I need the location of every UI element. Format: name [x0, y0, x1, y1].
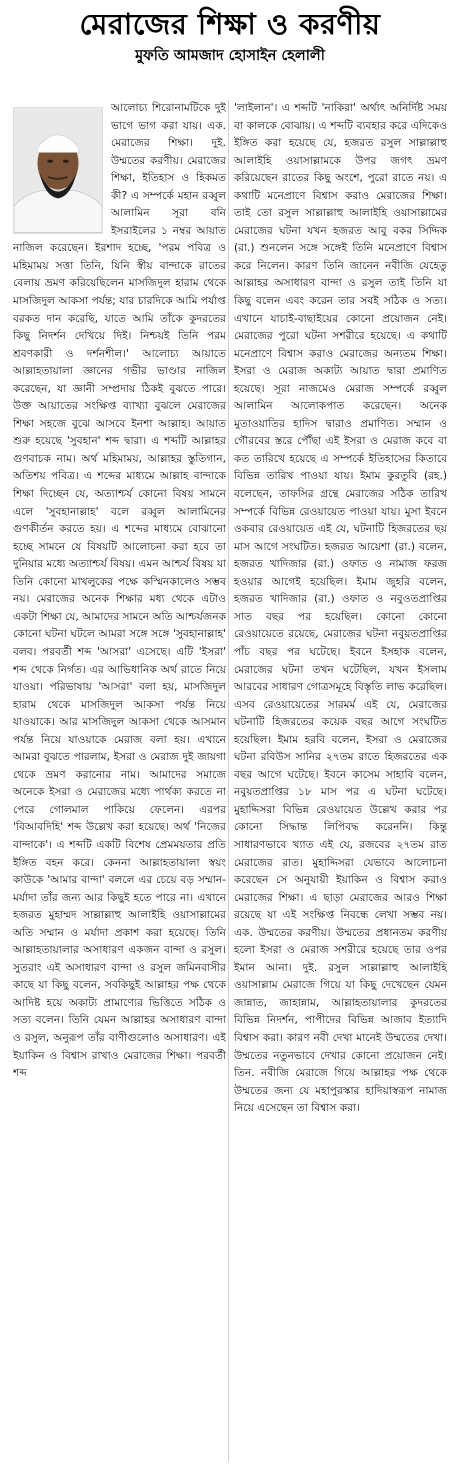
article-body: [13, 100, 447, 1462]
left-column-text: আলোচ্য শিরোনামটিকে দুই ভাগে ভাগ করা যায়। এক. মেরাজের শিক্ষা। দুই. উম্মতের করণীয়। মেরাজের শিক্ষা, ইতিহাস ও হিকমত কী? এ সম্পর্কে মহান রব্বুল আলামিন সূরা বনি ইসরাইলের ১ নম্বর আয়াত নাজিল করেছেন। ইরশাদ হচ্ছে, 'পরম পবিত্র ও মহিমাময় সত্তা তিনি, যিনি স্বীয় বান্দাকে রাতের বেলায় ভ্রমণ করিয়েছিলেন মাসজিদুল হারাম থেকে মাসজিদুল আকসা পর্যন্ত; যার চারদিকে আমি পর্যাপ্ত বরকত দান করেছি, যাতে আমি তাঁকে কুদরতের কিছু নিদর্শন দেখিয়ে দিই। নিশ্চয়ই তিনি পরম শ্রবণকারী ও দর্শনশীল।' আলোচ্য আয়াতে আল্লাহতায়ালা জ্ঞানের গভীর ভাণ্ডার নাজিল করেছেন, যা জ্ঞানী সম্প্রদায় ঠিকই বুঝতে পারে। উক্ত আয়াতের সংক্ষিপ্ত ব্যাখ্যা বুঝলে মেরাজের শিক্ষা সহজে বুঝে আসবে ইনশা আল্লাহ। আয়াত শুরু হয়েছে 'সুবহান' শব্দ দ্বারা। এ শব্দটি আল্লাহর গুণবাচক নাম। অর্থ মহিমাময়, আল্লাহর স্তুতিগান, অতিশয় পবিত্র। এ শব্দের মাধ্যমে আল্লাহ বান্দাকে শিক্ষা দিচ্ছেন যে, অত্যাশ্চর্য কোনো বিষয় সামনে এলে 'সুবহানাল্লাহ' বলে রব্বুল আলামিনের গুণকীর্তন করতে হয়। এ শব্দের মাধ্যমে বোঝানো হচ্ছে সামনে যে বিষয়টি আলোচনা করা হবে তা দুনিয়ার মধ্যে অত্যাশ্চর্য বিষয়। এমন আশ্চর্য বিষয় যা তিনি কোনো মাখলুকের পক্ষে কস্মিনকালেও সম্ভব নয়। মেরাজের অনেক শিক্ষার মধ্য থেকে এটাও একটা শিক্ষা যে, আমাদের সামনে অতি আশ্চর্যজনক কোনো ঘটনা ঘটলে আমরা সঙ্গে সঙ্গে 'সুবহানাল্লাহ' বলব। পরবর্তী শব্দ 'আসরা' এসেছে। এটি 'ইসরা' শব্দ থেকে নির্গত। এর আভিধানিক অর্থ রাতে নিয়ে যাওয়া। পরিভাষায় 'আসরা' বলা হয়, মাসজিদুল হারাম থেকে মাসজিদুল আকসা পর্যন্ত নিয়ে যাওয়াকে। আর মাসজিদুল আকসা থেকে আসমান পর্যন্ত নিয়ে যাওয়াকে মেরাজ বলা হয়। এখানে আমরা বুঝতে পারলাম, ইসরা ও মেরাজ দুই জায়গা থেকে ভ্রমণ করানোর নাম। আমাদের সমাজে অনেকে ইসরা ও মেরাজের মধ্যে পার্থক্য করতে না পেরে গোলমাল পাকিয়ে ফেলেন। এরপর 'বিআবদিহি' শব্দ উল্লেখ করা হয়েছে। অর্থ 'নিজের বান্দাকে'। এ শব্দটি একটি বিশেষ প্রেমময়তার প্রতি ইঙ্গিত বহন করে। কেননা আল্লাহতায়ালা স্বয়ং কাউকে 'আমার বান্দা' বললে এর চেয়ে বড় সম্মান-মর্যাদা তাঁর জন্য আর কিছুই হতে পারে না। এখানে হজরত মুহাম্মদ সাল্লাল্লাহু আলাইহি ওয়াসাল্লামের অতি সম্মান ও মর্যাদা প্রকাশ করা হয়েছে। তিনি আল্লাহতায়ালার অসাধারণ একজন বান্দা ও রসুল। সুতরাং এই অসাধারণ বান্দা ও রসুল জমিনবাসীর কাছে যা কিছু বলেন, সবকিছুই আল্লাহর পক্ষ থেকে আদিষ্ট হয়ে অকাট্য প্রামাণ্যের ভিত্তিতে সঠিক ও সত্য বলেন। তিনি যেমন আল্লাহর অসাধারণ বান্দা ও রসুল, অনুরূপ তাঁর বাণীগুলোও অসাধারণ। এই ইয়াকিন ও বিশ্বাস রাখাও মেরাজের শিক্ষা। পরবর্তী শব্দ: [13, 102, 226, 1080]
left-column: [13, 100, 226, 1462]
author-byline: মুফতি আমজাদ হোসাইন হেলালী: [135, 48, 325, 64]
author-portrait-image: [14, 108, 102, 233]
right-column: [234, 100, 447, 1462]
article-title: মেরাজের শিক্ষা ও করণীয়: [79, 7, 381, 41]
author-photo: [13, 107, 103, 234]
right-column-text: 'লাইলান'। এ শব্দটি 'নাকিরা' অর্থাৎ অনির্দিষ্ট সময় বা কালকে বোঝায়। এ শব্দটি ব্যবহার করে এদিকেও ইঙ্গিত করা হয়েছে যে, হজরত রসুল সাল্লাল্লাহু আলাইহি ওয়াসাল্লামকে উপর জগৎ ভ্রমণ করিয়েছেন রাতের কিছু অংশে, পুরো রাতে নয়। এ কথাটি মনেপ্রাণে বিশ্বাস করাও মেরাজের শিক্ষা। তাই তো রসুল সাল্লাল্লাহু আলাইহি ওয়াসাল্লামের মেরাজের ঘটনা যখন হজরত আবু বকর সিদ্দিক (রা.) শুনলেন সঙ্গে সঙ্গেই তিনি মনেপ্রাণে বিশ্বাস করে নিলেন। কারণ তিনি জানেন নবীজি যেহেতু আল্লাহর অসাধারণ বান্দা ও রসুল তাই তিনি যা কিছু বলেন এবং করেন তার সবই সঠিক ও সত্য। এখানে যাচাই-বাছাইয়ের কোনো প্রয়োজন নেই। মেরাজের পুরো ঘটনা সশরীরে হয়েছে। এ কথাটি মনেপ্রাণে বিশ্বাস করাও মেরাজের অন্যতম শিক্ষা। ইসরা ও মেরাজ অকাট্য আয়াত দ্বারা প্রমাণিত হয়েছে। সূরা নাজমেও মেরাজ সম্পর্কে রব্বুল আলামিন আলোকপাত করেছেন। অনেক মুতাওয়াতির হাদিস দ্বারাও প্রমাণিত। সম্মান ও গৌরবের স্তরে পৌঁছা এই ইসরা ও মেরাজ কবে বা কত তারিখে হয়েছে এ সম্পর্কে ইতিহাসের কিতাবে বিভিন্ন তারিখ পাওয়া যায়। ইমাম কুরতুবি (রহ.) বলেছেন, তাফসির গ্রন্থে মেরাজের সঠিক তারিখ সম্পর্কে বিভিন্ন রেওয়ায়েত পাওয়া যায়। মুসা ইবনে ওকবার রেওয়ায়েত এই যে, ঘটনাটি হিজরতের ছয় মাস আগে সংঘটিত। হজরত আয়েশা (রা.) বলেন, হজরত খাদিজার (রা.) ওফাত ও নামাজ ফরজ হওয়ার আগেই হয়েছিল। ইমাম জুহরি বলেন, হজরত খাদিজার (রা.) ওফাত ও নবুওতপ্রাপ্তির সাত বছর পর হয়েছিল। কোনো কোনো রেওয়ায়েতে রয়েছে, মেরাজের ঘটনা নবুয়তপ্রাপ্তির পাঁচ বছর পর ঘটেছে। ইবনে ইসহাক বলেন, মেরাজের ঘটনা তখন ঘটেছিল, যখন ইসলাম আরবের সাধারণ গোত্রসমূহে বিস্তৃতি লাভ করেছিল। এসব রেওয়ায়েতের সারমর্ম এই যে, মেরাজের ঘটনাটি হিজরতের কয়েক বছর আগে সংঘটিত হয়েছিল। ইমাম হরবি বলেন, ইসরা ও মেরাজের ঘটনা রবিউস সানির ২৭তম রাতে হিজরতের এক বছর আগে ঘটেছে। ইবনে কাসেম সাহাবি বলেন, নবুয়তপ্রাপ্তির ১৮ মাস পর এ ঘটনা ঘটেছে। মুহাদ্দিসরা বিভিন্ন রেওয়ায়েত উল্লেখ করার পর কোনো সিদ্ধান্ত লিপিবদ্ধ করেননি। কিন্তু সাধারণভাবে খ্যাত এই যে, রজবের ২৭তম রাত মেরাজের রাত। মুহাদ্দিসরা যেভাবে আলোচনা করেছেন সে অনুযায়ী ইয়াকিন ও বিশ্বাস করাও মেরাজের শিক্ষা। এ ছাড়া মেরাজের আরও শিক্ষা রয়েছে যা এই সংক্ষিপ্ত নিবন্ধে লেখা সম্ভব নয়। এক. উম্মতের করণীয়। উম্মতের প্রধানতম করণীয় হলো ইসরা ও মেরাজ সশরীরে হয়েছে তার ওপর ইমান আনা। দুই. রসুল সাল্লাল্লাহু আলাইহি ওয়াসাল্লাম মেরাজে গিয়ে যা কিছু দেখেছেন যেমন জান্নাত, জাহান্নাম, আল্লাহতায়ালার কুদরতের বিভিন্ন নিদর্শন, পাপীদের বিভিন্ন আজাব ইত্যাদি বিশ্বাস করা। কারণ নবী দেখা মানেই উম্মতের দেখা। উম্মতের নতুনভাবে দেখার কোনো প্রয়োজন নেই। তিন. নবীজি মেরাজে গিয়ে আল্লাহর পক্ষ থেকে উম্মতের জন্য যে মহাপুরস্কার হাদিয়াস্বরূপ নামাজ নিয়ে এসেছেন তা বিশ্বাস করা।: [234, 102, 447, 1115]
